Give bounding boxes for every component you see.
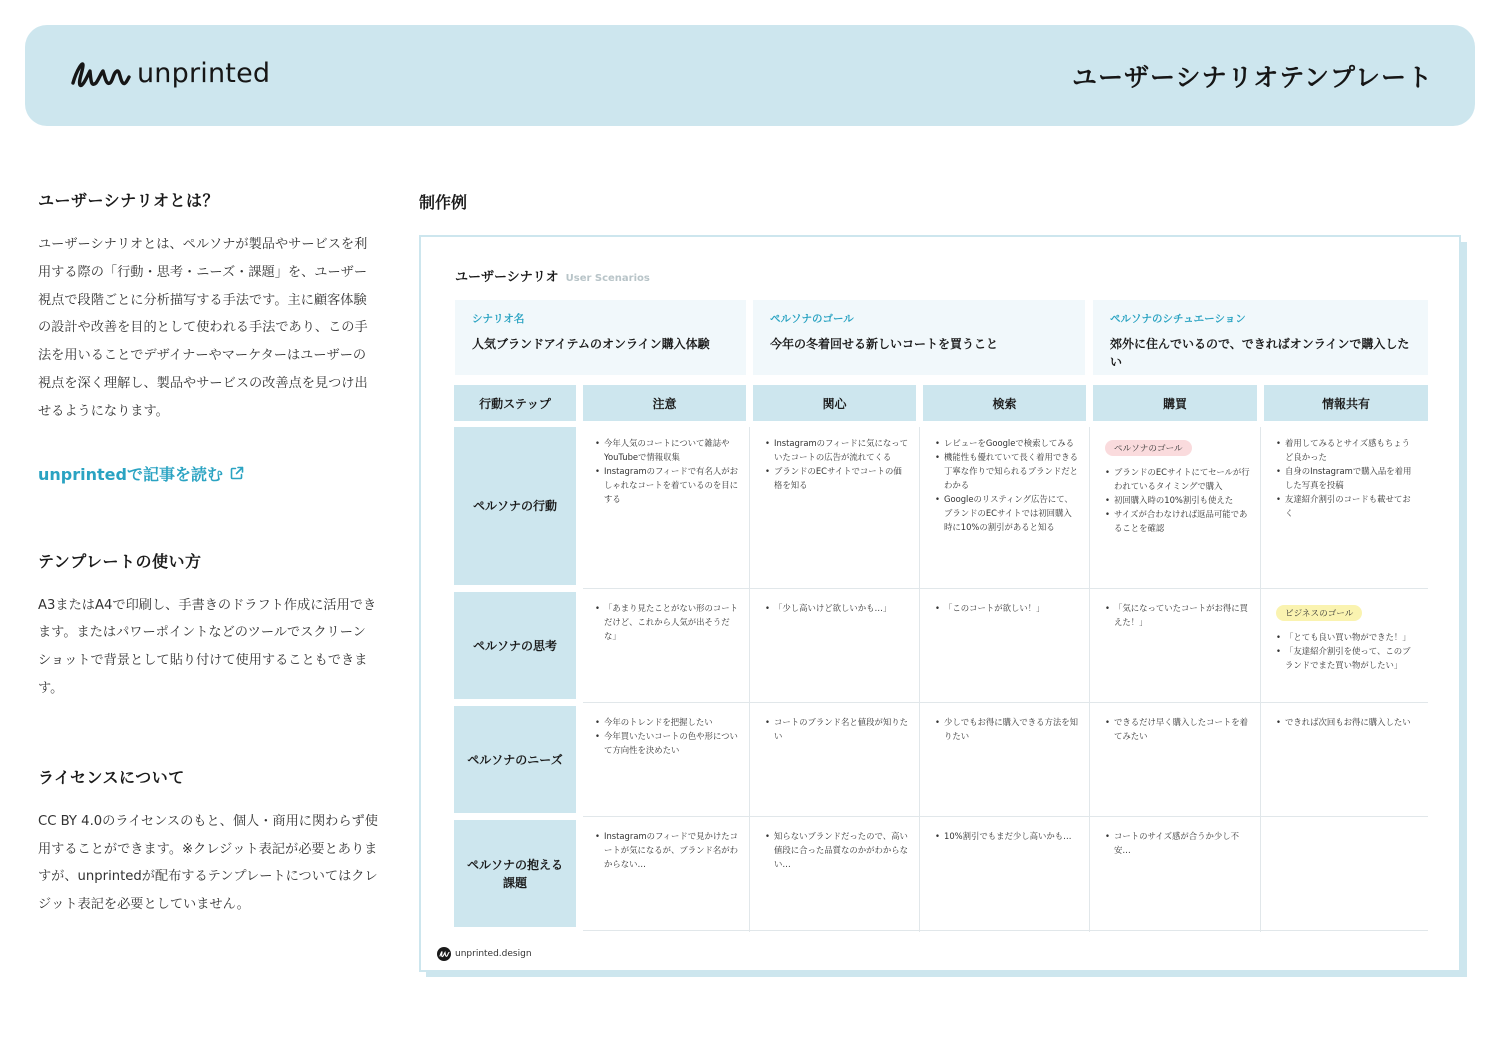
bullet-item: • 「少し高いけど欲しいかも…」 [765, 601, 909, 615]
grid-line [1089, 427, 1090, 932]
scenario-cell [923, 592, 1089, 699]
logo[interactable] [69, 55, 270, 91]
bullet-item: • 今年買いたいコートの色や形について方向性を決めたい [595, 729, 739, 757]
scenario-card [419, 235, 1461, 972]
bullet-item: • 「あまり見たことがない形のコートだけど、これから人気が出そうだな」 [595, 601, 739, 643]
scenario-cell [583, 820, 749, 927]
unprinted-small-logo-icon [437, 947, 451, 961]
corner-header: 行動ステップ [454, 385, 576, 421]
bullet-list [935, 436, 1079, 534]
scenario-cell [583, 427, 749, 585]
scenario-cell [1264, 820, 1428, 927]
bullet-list [1276, 436, 1418, 520]
bullet-list [935, 829, 1079, 843]
grid-line [749, 427, 750, 932]
bullet-list [1105, 465, 1250, 535]
info-label: ペルソナのゴール [770, 313, 854, 325]
scenario-title [455, 266, 650, 285]
card-footer [437, 947, 532, 961]
info-persona-situation [1093, 300, 1428, 375]
goal-tag: ビジネスのゴール [1276, 605, 1362, 621]
scenario-cell [753, 427, 919, 585]
read-article-link[interactable] [38, 462, 245, 485]
bullet-item: • Instagramのフィードに気になっていたコートの広告が流れてくる [765, 436, 909, 464]
example-label: 制作例 [419, 193, 468, 212]
grid-line [919, 427, 920, 932]
bullet-list [595, 601, 739, 643]
scenario-cell [923, 427, 1089, 585]
scenario-cell [1093, 820, 1260, 927]
bullet-list [1105, 601, 1250, 629]
row-header: ペルソナのニーズ [454, 706, 576, 813]
column-header: 検索 [923, 385, 1086, 421]
scenario-cell [1093, 427, 1260, 585]
grid-line [1260, 427, 1261, 932]
scenario-cell [923, 706, 1089, 813]
scenario-cell [1093, 706, 1260, 813]
scenario-cell [753, 592, 919, 699]
bullet-item: • Instagramのフィードで有名人がおしゃれなコートを着ているのを目にする [595, 464, 739, 506]
bullet-item: • Instagramのフィードで見かけたコートが気になるが、ブランド名がわからない… [595, 829, 739, 871]
bullet-item: • 10%割引でもまだ少し高いかも… [935, 829, 1079, 843]
bullet-list [765, 829, 909, 871]
logo-text: unprinted [137, 57, 271, 89]
info-persona-goal [753, 300, 1085, 375]
bullet-list [1276, 630, 1418, 672]
bullet-list [1276, 715, 1418, 729]
license-text: CC BY 4.0のライセンスのもと、個人・商用に関わらず使用することができます。※クレジット表記が必要とありますが、unprintedが配布するテンプレートについてはクレジット表記を必要としていません。 [38, 813, 378, 913]
bullet-item: • 友達紹介割引のコードも載せておく [1276, 492, 1418, 520]
grid-line [583, 930, 1428, 931]
bullet-list [595, 829, 739, 871]
bullet-item: • 少しでもお得に購入できる方法を知りたい [935, 715, 1079, 743]
bullet-item: • 初回購入時の10%割引も使えた [1105, 493, 1250, 507]
page-header [25, 25, 1475, 126]
bullet-list [1105, 715, 1250, 743]
left-column [38, 188, 378, 919]
bullet-item: • できるだけ早く購入したコートを着てみたい [1105, 715, 1250, 743]
column-header: 購買 [1093, 385, 1257, 421]
bullet-list [595, 436, 739, 506]
bullet-list [765, 436, 909, 492]
external-link-icon [229, 465, 245, 481]
info-value: 人気ブランドアイテムのオンライン購入体験 [472, 337, 710, 351]
bullet-item: • 「気になっていたコートがお得に買えた！」 [1105, 601, 1250, 629]
usage-text: A3またはA4で印刷し、手書きのドラフト作成に活用できます。またはパワーポイントなどのツールでスクリーンショットで背景として貼り付けて使用することもできます。 [38, 597, 377, 696]
info-value: 郊外に住んでいるので、できればオンラインで購入したい [1110, 337, 1410, 369]
footer-text: unprinted.design [455, 949, 532, 959]
bullet-item: • コートのブランド名と値段が知りたい [765, 715, 909, 743]
unprinted-logo-icon [69, 55, 131, 91]
bullet-item: • Googleのリスティング広告にて、ブランドのECサイトでは初回購入時に10%の割引があると知る [935, 492, 1079, 534]
bullet-list [765, 715, 909, 743]
bullet-list [1105, 829, 1250, 857]
scenario-cell [1093, 592, 1260, 699]
bullet-item: • ブランドのECサイトでコートの価格を知る [765, 464, 909, 492]
goal-tag: ペルソナのゴール [1105, 440, 1192, 456]
column-header: 情報共有 [1264, 385, 1428, 421]
row-header: ペルソナの行動 [454, 427, 576, 585]
bullet-list [935, 601, 1079, 615]
bullet-item: • 今年人気のコートについて雑誌やYouTubeで情報収集 [595, 436, 739, 464]
bullet-list [595, 715, 739, 757]
scenario-cell [1264, 592, 1428, 699]
bullet-item: • 「友達紹介割引を使って、このブランドでまた買い物がしたい」 [1276, 644, 1418, 672]
scenario-title-jp: ユーザーシナリオ [455, 270, 559, 285]
page-title: ユーザーシナリオテンプレート [1071, 63, 1433, 92]
info-label: シナリオ名 [472, 313, 525, 325]
bullet-item: • できれば次回もお得に購入したい [1276, 715, 1418, 729]
info-value: 今年の冬着回せる新しいコートを買うこと [770, 337, 999, 351]
scenario-cell [753, 706, 919, 813]
scenario-cell [1264, 427, 1428, 585]
scenario-cell [583, 706, 749, 813]
info-label: ペルソナのシチュエーション [1110, 313, 1246, 325]
bullet-item: • コートのサイズ感が合うか少し不安… [1105, 829, 1250, 857]
bullet-item: • レビューをGoogleで検索してみる [935, 436, 1079, 450]
bullet-item: • 機能性も優れていて長く着用できる丁寧な作りで知られるブランドだとわかる [935, 450, 1079, 492]
bullet-item: • 着用してみるとサイズ感もちょうど良かった [1276, 436, 1418, 464]
row-header: ペルソナの思考 [454, 592, 576, 699]
bullet-list [765, 601, 909, 615]
read-article-label: unprintedで記事を読む [38, 464, 223, 484]
bullet-item: • 知らないブランドだったので、高い値段に合った品質なのかがわからない… [765, 829, 909, 871]
scenario-cell [753, 820, 919, 927]
info-scenario-name [455, 300, 746, 375]
column-header: 関心 [753, 385, 916, 421]
about-heading: ユーザーシナリオとは？ [38, 191, 220, 210]
about-text: ユーザーシナリオとは、ペルソナが製品やサービスを利用する際の「行動・思考・ニーズ・課題」を、ユーザー視点で段階ごとに分析描写する手法です。主に顧客体験の設計や改善を目的として使われる手法であり、この手法を用いることでデザイナーやマーケターはユーザーの視点を深く理解し、製品やサービスの改善点を見つけ出せるようになります。 [38, 237, 368, 419]
bullet-item: • サイズが合わなければ返品可能であることを確認 [1105, 507, 1250, 535]
usage-heading: テンプレートの使い方 [38, 551, 202, 571]
bullet-item: • ブランドのECサイトにてセールが行われているタイミングで購入 [1105, 465, 1250, 493]
scenario-cell [1264, 706, 1428, 813]
bullet-item: • 自身のInstagramで購入品を着用した写真を投稿 [1276, 464, 1418, 492]
bullet-item: • 「とても良い買い物ができた！」 [1276, 630, 1418, 644]
bullet-list [935, 715, 1079, 743]
scenario-title-en: User Scenarios [565, 273, 650, 284]
bullet-item: • 「このコートが欲しい！」 [935, 601, 1079, 615]
license-heading: ライセンスについて [38, 767, 185, 787]
grid-line [583, 588, 1428, 589]
grid-line [583, 702, 1428, 703]
bullet-item: • 今年のトレンドを把握したい [595, 715, 739, 729]
scenario-cell [923, 820, 1089, 927]
scenario-cell [583, 592, 749, 699]
row-header: ペルソナの抱える課題 [454, 820, 576, 927]
column-header: 注意 [583, 385, 746, 421]
grid-line [583, 816, 1428, 817]
